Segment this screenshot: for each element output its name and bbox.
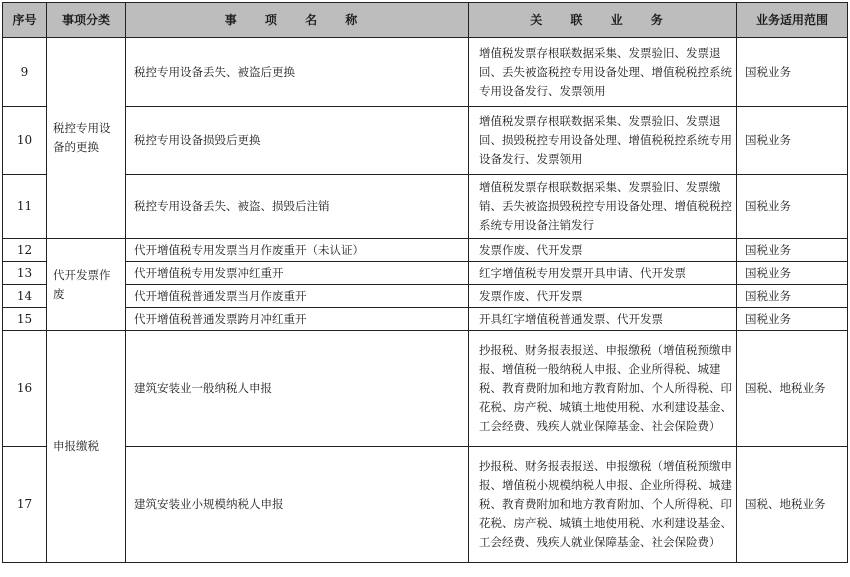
table-row: [3, 331, 848, 447]
row-seq: 9: [3, 38, 47, 107]
table-row: [3, 239, 848, 262]
row-seq: 15: [3, 308, 47, 331]
tax-matters-table-container: [2, 2, 848, 563]
row-business: 发票作废、代开发票: [469, 239, 737, 262]
header-category: 事项分类: [47, 3, 126, 38]
row-name: 代开增值税专用发票冲红重开: [126, 262, 469, 285]
row-business: 开具红字增值税普通发票、代开发票: [469, 308, 737, 331]
row-scope: 国税业务: [737, 107, 848, 175]
table-row: [3, 262, 848, 285]
row-seq: 17: [3, 447, 47, 563]
row-scope: 国税业务: [737, 239, 848, 262]
row-scope: 国税业务: [737, 38, 848, 107]
row-business: 增值税发票存根联数据采集、发票验旧、发票缴销、丢失被盗损毁税控专用设备处理、增值税税控系统专用设备注销发行: [469, 175, 737, 239]
row-name: 建筑安装业小规模纳税人申报: [126, 447, 469, 563]
row-scope: 国税、地税业务: [737, 447, 848, 563]
tax-matters-table: [2, 2, 848, 563]
row-name: 代开增值税普通发票当月作废重开: [126, 285, 469, 308]
row-name: 税控专用设备丢失、被盗后更换: [126, 38, 469, 107]
row-name: 税控专用设备丢失、被盗、损毁后注销: [126, 175, 469, 239]
table-row: [3, 107, 848, 175]
table-row: [3, 38, 848, 107]
row-seq: 11: [3, 175, 47, 239]
table-row: [3, 308, 848, 331]
category-cell: 申报缴税: [47, 331, 126, 563]
header-name: 事 项 名 称: [126, 3, 469, 38]
header-row: [3, 3, 848, 38]
row-name: 代开增值税专用发票当月作废重开（未认证）: [126, 239, 469, 262]
row-business: 抄报税、财务报表报送、申报缴税（增值税预缴申报、增值税小规模纳税人申报、企业所得税、城建税、教育费附加和地方教育附加、个人所得税、印花税、房产税、城镇土地使用税、水利建设基金、工会经费、残疾人就业保障基金、社会保险费）: [469, 447, 737, 563]
table-row: [3, 175, 848, 239]
row-seq: 16: [3, 331, 47, 447]
header-seq: 序号: [3, 3, 47, 38]
category-cell: 税控专用设备的更换: [47, 38, 126, 239]
row-scope: 国税业务: [737, 285, 848, 308]
row-scope: 国税业务: [737, 308, 848, 331]
row-seq: 14: [3, 285, 47, 308]
header-scope: 业务适用范围: [737, 3, 848, 38]
row-name: 代开增值税普通发票跨月冲红重开: [126, 308, 469, 331]
row-seq: 13: [3, 262, 47, 285]
table-row: [3, 285, 848, 308]
row-name: 建筑安装业一般纳税人申报: [126, 331, 469, 447]
row-business: 发票作废、代开发票: [469, 285, 737, 308]
row-business: 红字增值税专用发票开具申请、代开发票: [469, 262, 737, 285]
category-cell: 代开发票作废: [47, 239, 126, 331]
row-scope: 国税业务: [737, 262, 848, 285]
row-business: 抄报税、财务报表报送、申报缴税（增值税预缴申报、增值税一般纳税人申报、企业所得税、城建税、教育费附加和地方教育附加、个人所得税、印花税、房产税、城镇土地使用税、水利建设基金、工会经费、残疾人就业保障基金、社会保险费）: [469, 331, 737, 447]
row-seq: 10: [3, 107, 47, 175]
row-scope: 国税业务: [737, 175, 848, 239]
header-business: 关 联 业 务: [469, 3, 737, 38]
row-seq: 12: [3, 239, 47, 262]
row-business: 增值税发票存根联数据采集、发票验旧、发票退回、丢失被盗税控专用设备处理、增值税税控系统专用设备发行、发票领用: [469, 38, 737, 107]
table-row: [3, 447, 848, 563]
row-name: 税控专用设备损毁后更换: [126, 107, 469, 175]
row-scope: 国税、地税业务: [737, 331, 848, 447]
row-business: 增值税发票存根联数据采集、发票验旧、发票退回、损毁税控专用设备处理、增值税税控系统专用设备发行、发票领用: [469, 107, 737, 175]
